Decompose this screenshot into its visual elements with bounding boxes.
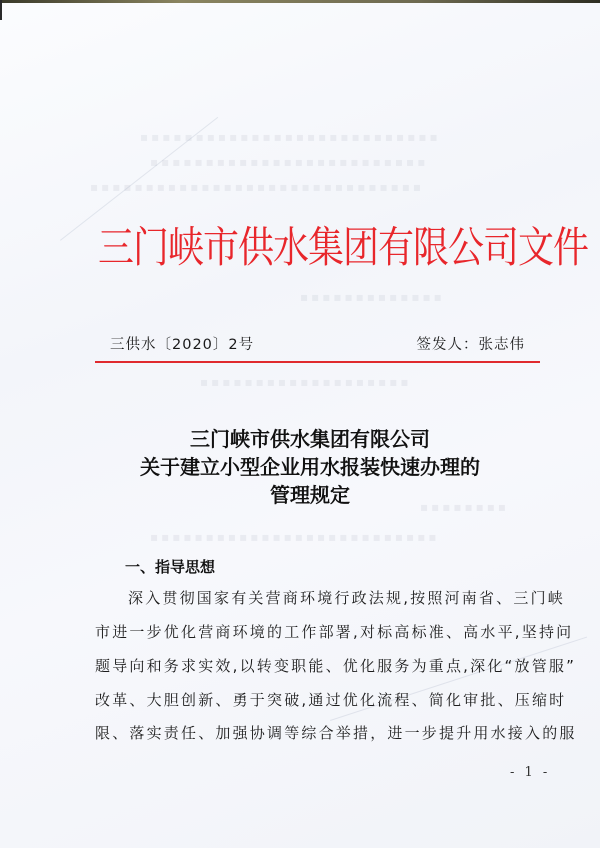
show-through-text: ▪▪▪▪▪▪▪▪▪▪▪▪▪▪▪▪▪▪▪ — [200, 375, 412, 389]
body-text-line: 深入贯彻国家有关营商环境行政法规,按照河南省、三门峡 — [128, 589, 565, 607]
show-through-text: ▪▪▪▪▪▪▪▪▪▪▪▪▪▪▪▪▪▪▪▪▪▪▪▪▪ — [150, 155, 429, 169]
document-title — [120, 425, 500, 509]
show-through-text: ▪▪▪▪▪▪▪▪▪▪▪▪▪▪▪▪▪▪▪▪▪▪▪▪▪▪ — [150, 530, 440, 544]
title-line: 三门峡市供水集团有限公司 — [190, 427, 430, 451]
red-divider-rule — [95, 361, 540, 363]
body-text-line: 题导向和务求实效,以转变职能、优化服务为重点,深化“放管服” — [95, 657, 577, 675]
show-through-text: ▪▪▪▪▪▪▪▪▪▪▪▪▪▪▪▪▪▪▪▪▪▪▪▪▪▪▪▪▪▪ — [90, 180, 424, 194]
document-number-line — [110, 333, 525, 355]
body-text-line: 限、落实责任、加强协调等综合举措，进一步提升用水接入的服 — [95, 724, 577, 742]
signer: 签发人：张志伟 — [416, 337, 525, 353]
body-text-line: 改革、大胆创新、勇于突破,通过优化流程、简化审批、压缩时 — [95, 691, 567, 709]
title-line: 关于建立小型企业用水报装快速办理的 — [140, 455, 480, 479]
document-number: 三供水〔2020〕2号 — [110, 337, 255, 353]
scan-left-edge — [0, 0, 2, 20]
show-through-text: ▪▪▪▪▪▪▪▪▪▪▪▪▪▪▪▪▪▪▪▪▪▪▪▪▪▪▪ — [140, 130, 441, 144]
scan-top-edge — [0, 0, 600, 3]
section-heading: 一、指导思想 — [125, 558, 216, 576]
document-masthead: 三门峡市供水集团有限公司文件 — [98, 224, 589, 273]
show-through-text: ▪▪▪▪▪▪▪▪ — [420, 500, 510, 514]
page-number: - 1 - — [510, 765, 551, 780]
show-through-text: ▪▪▪▪▪▪▪▪▪▪▪▪▪ — [300, 290, 445, 304]
body-text-line: 市进一步优化营商环境的工作部署,对标高标准、高水平,坚持问 — [95, 623, 574, 641]
title-line: 管理规定 — [270, 483, 350, 507]
